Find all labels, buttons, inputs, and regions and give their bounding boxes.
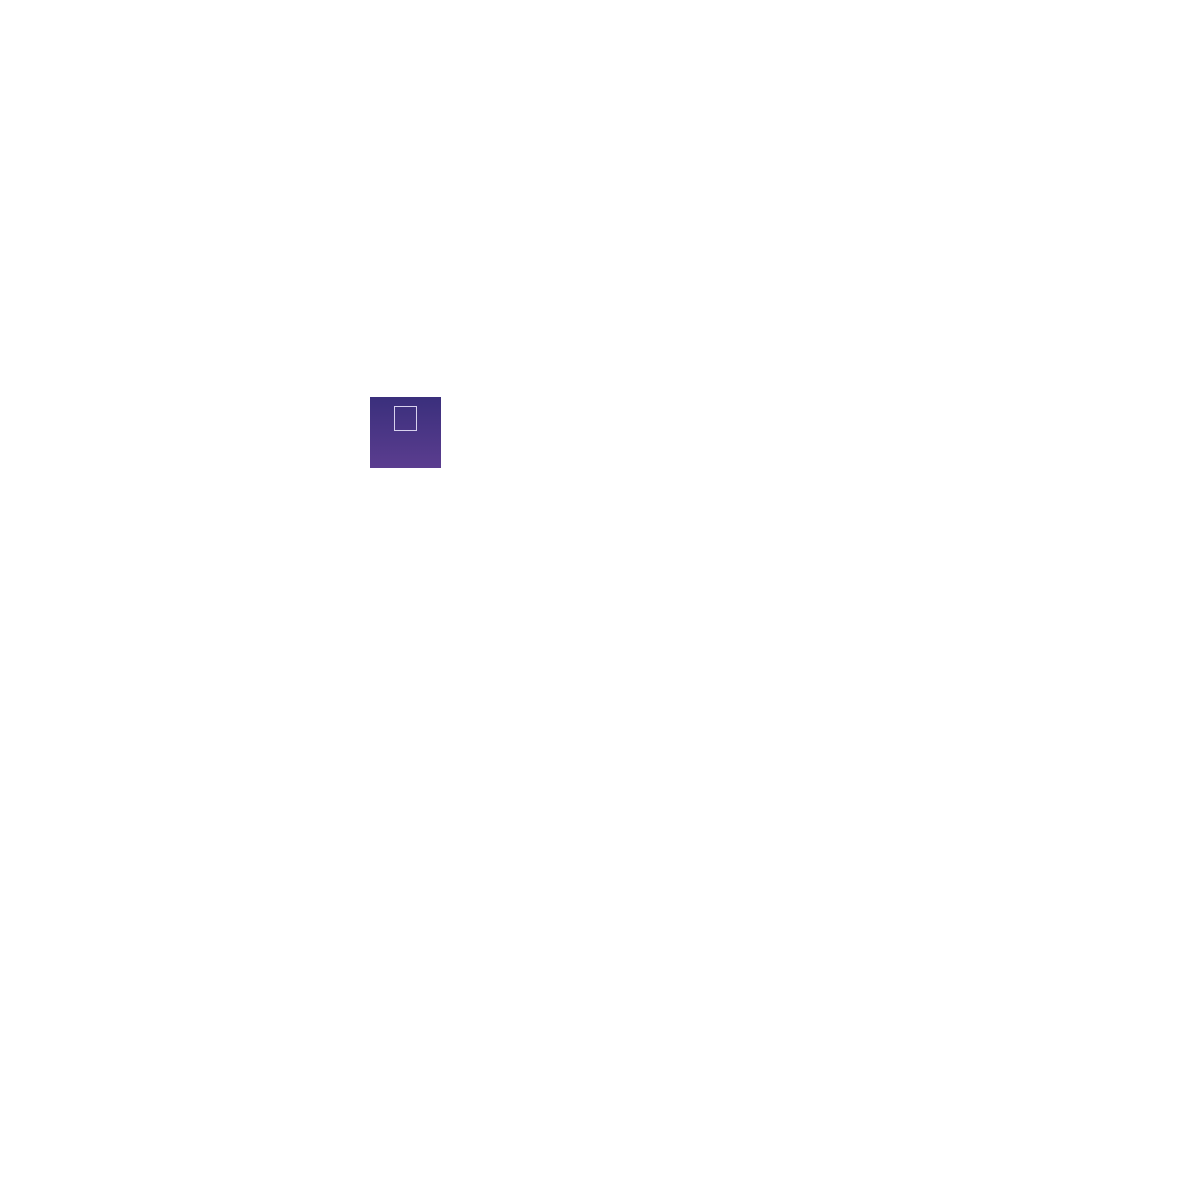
blume-expertise-logo	[618, 1044, 728, 1100]
kings-chambers-logo	[370, 397, 441, 468]
kings-logo-letter	[394, 406, 417, 431]
